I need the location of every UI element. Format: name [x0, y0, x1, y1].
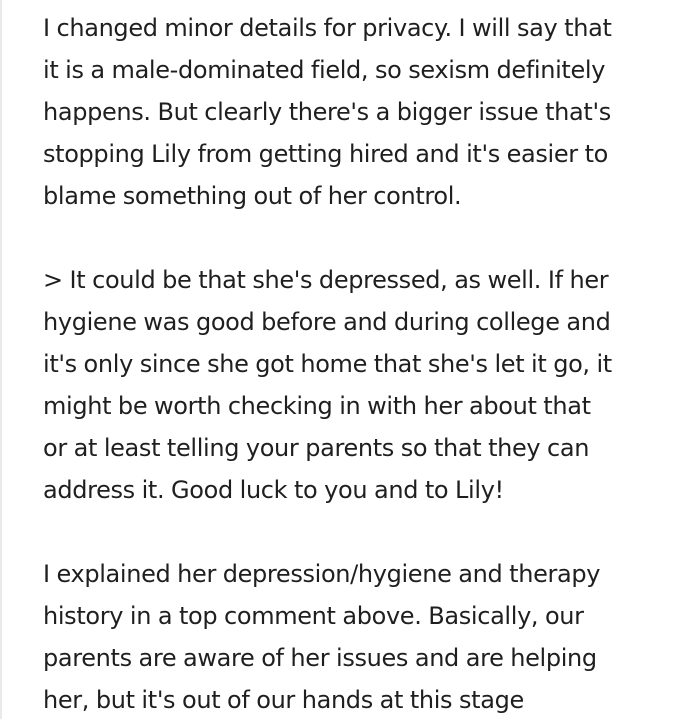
quoted-paragraph [43, 259, 688, 511]
text-line: address it. Good luck to you and to Lily! [43, 476, 504, 504]
text-line: it is a male-dominated field, so sexism definitely [43, 56, 606, 84]
text-line: it's only since she got home that she's let it go, it [43, 350, 612, 378]
text-line: stopping Lily from getting hired and it's easier to [43, 140, 608, 168]
text-line: parents are aware of her issues and are helping [43, 644, 597, 672]
text-line: hygiene was good before and during college and [43, 308, 611, 336]
text-line: her, but it's out of our hands at this stage [43, 686, 524, 714]
text-line: or at least telling your parents so that they can [43, 434, 590, 462]
text-line: I changed minor details for privacy. I will say that [43, 14, 612, 42]
comment-body [43, 7, 688, 719]
card-left-border [0, 0, 2, 719]
text-line: > It could be that she's depressed, as well. If her [43, 266, 609, 294]
text-line: I explained her depression/hygiene and therapy [43, 560, 601, 588]
comment-paragraph-1 [43, 7, 688, 217]
text-line: history in a top comment above. Basically, our [43, 602, 584, 630]
text-line: might be worth checking in with her about that [43, 392, 591, 420]
text-line: blame something out of her control. [43, 182, 462, 210]
comment-paragraph-3 [43, 553, 688, 719]
text-line: happens. But clearly there's a bigger issue that's [43, 98, 611, 126]
